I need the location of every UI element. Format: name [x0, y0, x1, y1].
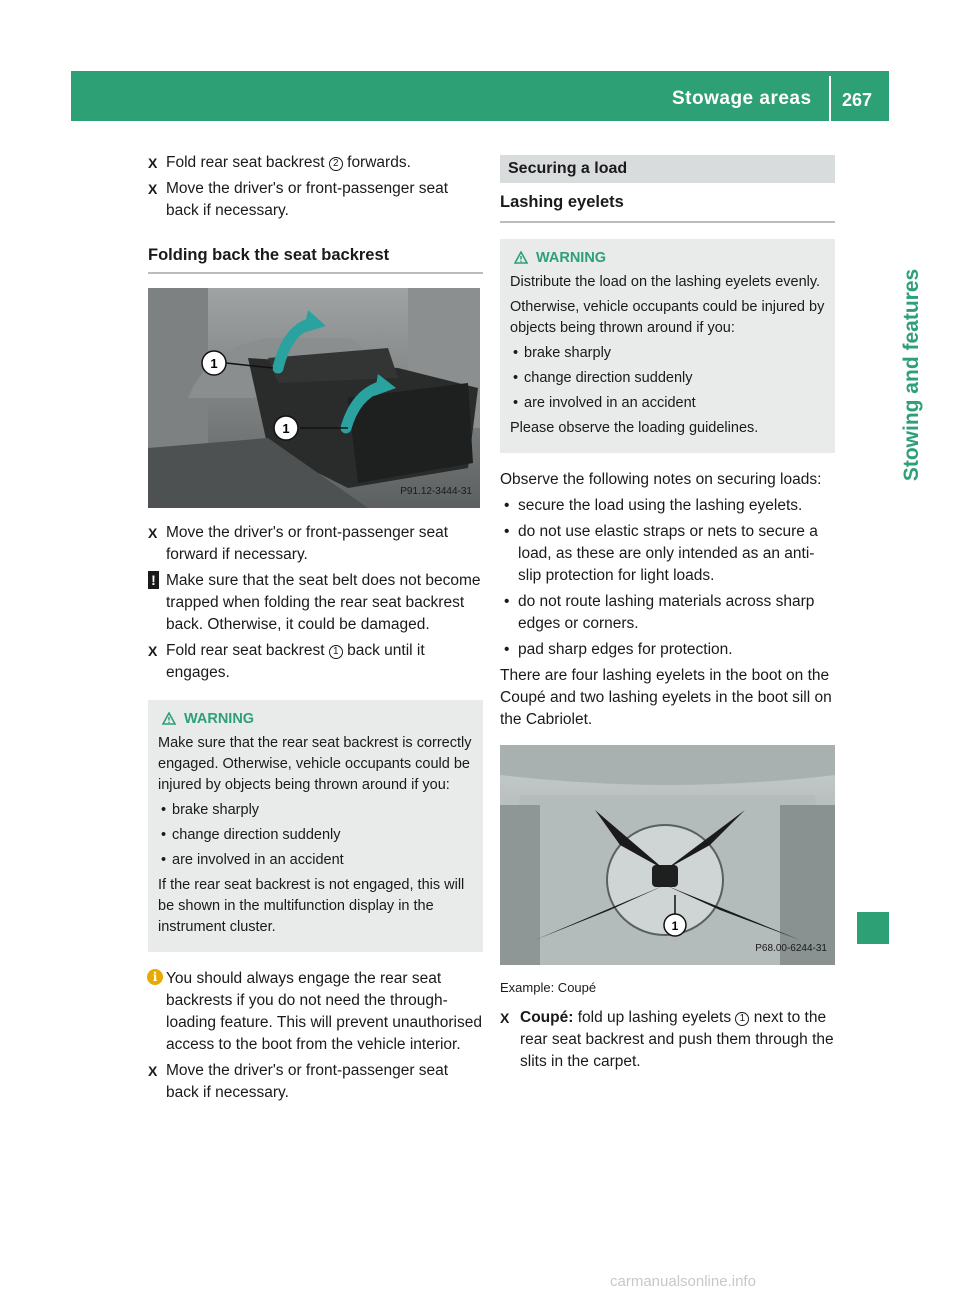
instruction-step: X Move the driver's or front-passenger seat back if necessary. — [148, 1062, 449, 1101]
section-bar: Securing a load — [500, 155, 835, 183]
warning-triangle-icon — [514, 251, 528, 264]
warning-text: Otherwise, vehicle occupants could be injured by objects being thrown around if you: — [510, 299, 825, 336]
step-marker-icon: X — [148, 643, 158, 659]
chapter-marker — [857, 912, 889, 944]
caution-note: ! Make sure that the seat belt does not become trapped when folding the rear seat backrest back. Otherwise, it could be damaged. — [148, 570, 483, 636]
list-item: • do not route lashing materials across sharp edges or corners. — [500, 591, 835, 635]
warning-text: Distribute the load on the lashing eyelets evenly. — [510, 274, 821, 290]
instruction-step: X Coupé: fold up lashing eyelets 1 next to the rear seat backrest and push them through the slits in the carpet. — [500, 1009, 834, 1070]
callout-number: 1 — [329, 645, 343, 659]
warning-text: If the rear seat backrest is not engaged, this will be shown in the multifunction display in the instrument cluster. — [158, 877, 465, 935]
warning-bullet: • are involved in an accident — [158, 850, 473, 871]
side-chapter-tab — [890, 140, 935, 610]
callout-number: 1 — [735, 1012, 749, 1026]
image-code: P68.00-6244-31 — [755, 943, 827, 954]
header-divider — [829, 76, 831, 121]
instruction-step: X Fold rear seat backrest 1 back until it engages. — [148, 642, 425, 681]
image-caption: Example: Coupé — [500, 980, 597, 995]
callout-number: 2 — [329, 157, 343, 171]
list-item: • do not use elastic straps or nets to secure a load, as these are only intended as an anti-slip protection for light loads. — [500, 521, 835, 587]
image-callout-label: 1 — [671, 919, 679, 933]
warning-heading: WARNING — [158, 709, 473, 730]
warning-bullet: • are involved in an accident — [510, 393, 825, 414]
seat-backrest-photo — [148, 288, 480, 508]
list-item: • pad sharp edges for protection. — [500, 639, 835, 661]
warning-bullet: • brake sharply — [158, 800, 473, 821]
body-paragraph: There are four lashing eyelets in the boot on the Coupé and two lashing eyelets in the boot sill on the Cabriolet. — [500, 667, 832, 728]
warning-bullet: • brake sharply — [510, 343, 825, 364]
boot-lashing-photo — [500, 745, 835, 965]
boot-lashing-illustration — [500, 745, 835, 965]
warning-box — [148, 700, 483, 952]
instruction-step: X Move the driver's or front-passenger seat back if necessary. — [148, 180, 449, 219]
exclamation-icon: ! — [148, 571, 159, 589]
seat-backrest-illustration — [148, 288, 480, 508]
list-item: • secure the load using the lashing eyelets. — [500, 495, 835, 517]
section-heading: Folding back the seat backrest — [148, 238, 483, 274]
warning-bullet: • change direction suddenly — [158, 825, 473, 846]
step-marker-icon: X — [148, 525, 158, 541]
step-marker-icon: X — [500, 1010, 510, 1026]
warning-text: Please observe the loading guidelines. — [510, 420, 759, 436]
image-callout-label: 1 — [282, 421, 290, 436]
info-note: i You should always engage the rear seat backrests if you do not need the through-loading feature. This will prevent unauthorised access to the boot from the vehicle interior. — [148, 968, 483, 1056]
instruction-step: X Fold rear seat backrest 2 forwards. — [148, 152, 483, 174]
warning-text: Make sure that the rear seat backrest is correctly engaged. Otherwise, vehicle occupants could be injured by objects being thrown around if you: — [158, 735, 472, 793]
right-column — [500, 155, 835, 1077]
step-marker-icon: X — [148, 155, 158, 171]
step-marker-icon: X — [148, 1063, 158, 1079]
info-icon: i — [147, 969, 163, 985]
image-code: P91.12-3444-31 — [400, 486, 472, 497]
side-chapter-label: Stowing and features — [900, 268, 924, 482]
warning-heading: WARNING — [510, 248, 825, 269]
image-callout-label: 1 — [210, 356, 218, 371]
warning-bullet: • change direction suddenly — [510, 368, 825, 389]
instruction-step: X Move the driver's or front-passenger seat forward if necessary. — [148, 524, 449, 563]
watermark: carmanualsonline.info — [610, 1273, 756, 1290]
page-number: 267 — [842, 90, 873, 110]
step-marker-icon: X — [148, 181, 158, 197]
warning-triangle-icon — [162, 712, 176, 725]
body-paragraph: Observe the following notes on securing loads: — [500, 471, 822, 488]
left-column — [148, 152, 483, 1108]
page-section-title: Stowage areas — [672, 88, 812, 109]
section-heading: Lashing eyelets — [500, 183, 835, 223]
warning-box — [500, 239, 835, 453]
